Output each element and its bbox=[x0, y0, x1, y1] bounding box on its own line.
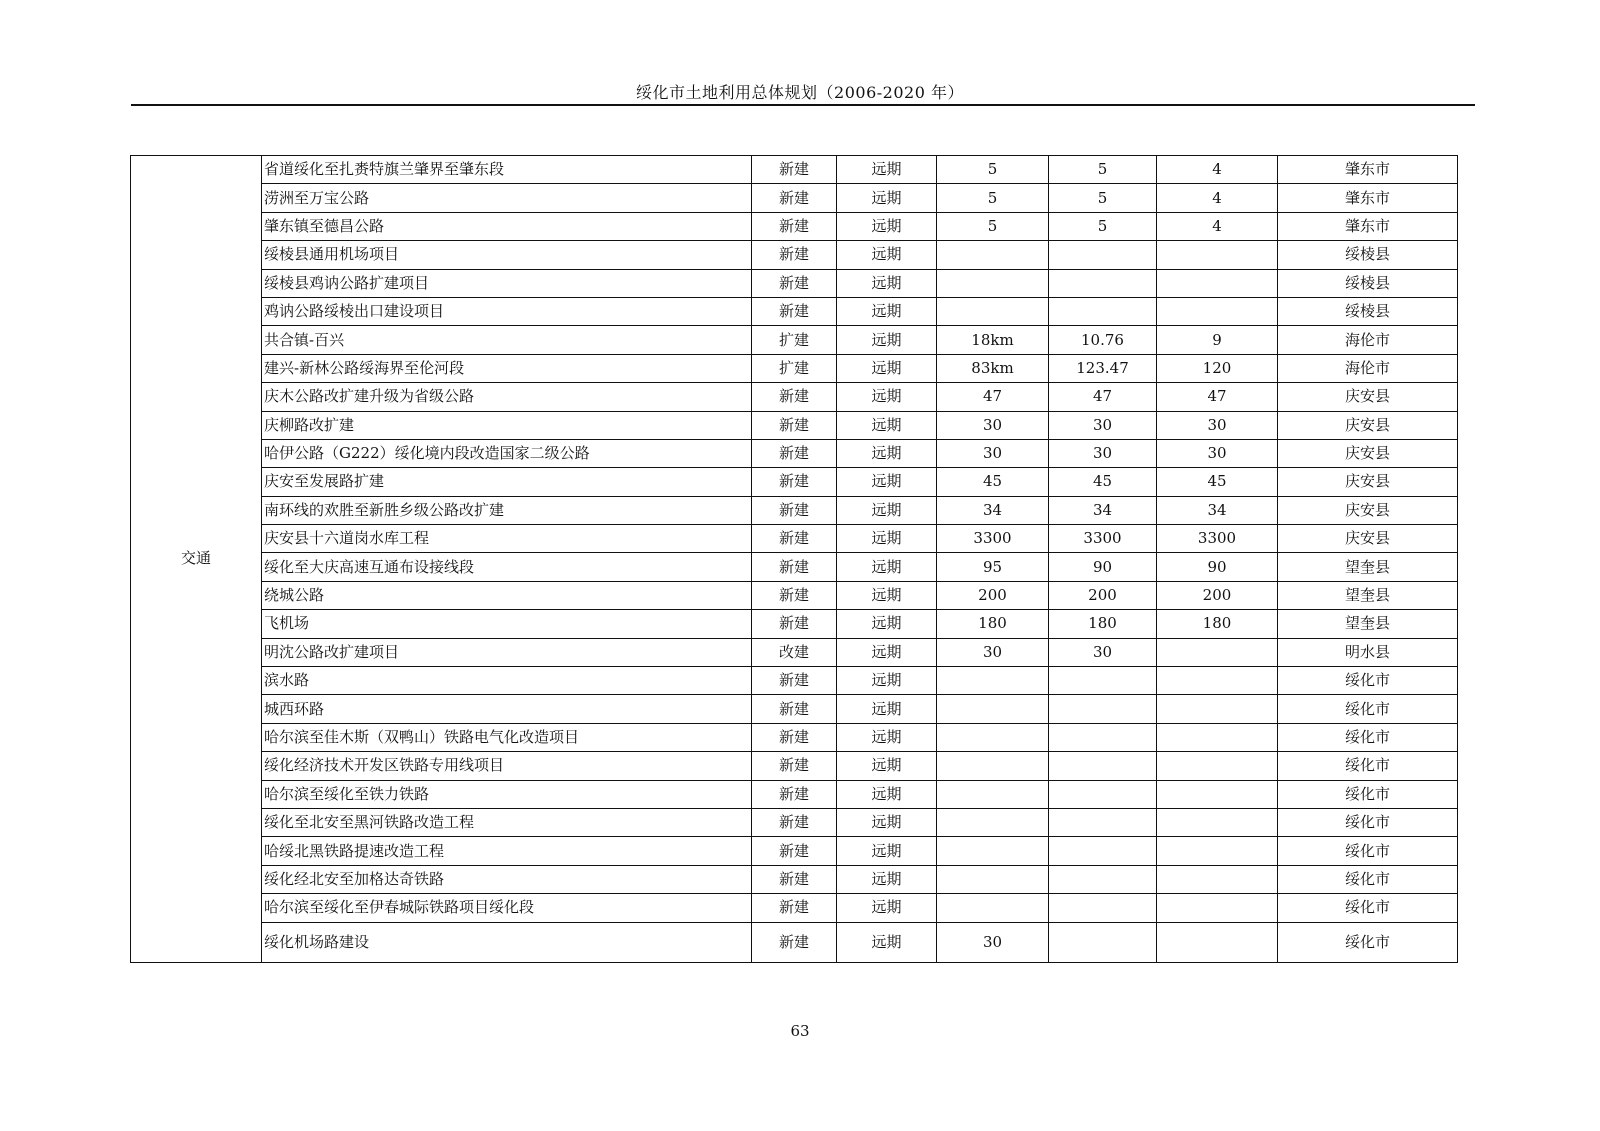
area-cell bbox=[1049, 865, 1157, 893]
location-cell: 绥化市 bbox=[1278, 780, 1458, 808]
area-cell bbox=[1049, 780, 1157, 808]
project-name-cell: 鸡讷公路绥棱出口建设项目 bbox=[262, 297, 752, 325]
construction-type-cell: 新建 bbox=[752, 383, 837, 411]
construction-type-cell: 新建 bbox=[752, 496, 837, 524]
period-cell: 远期 bbox=[837, 581, 937, 609]
new-land-cell: 30 bbox=[1157, 439, 1278, 467]
scale-cell bbox=[937, 752, 1049, 780]
scale-cell: 83km bbox=[937, 354, 1049, 382]
construction-type-cell: 新建 bbox=[752, 156, 837, 184]
new-land-cell bbox=[1157, 269, 1278, 297]
area-cell bbox=[1049, 894, 1157, 922]
project-name-cell: 涝洲至万宝公路 bbox=[262, 184, 752, 212]
new-land-cell bbox=[1157, 297, 1278, 325]
table-row bbox=[131, 837, 1458, 865]
period-cell: 远期 bbox=[837, 326, 937, 354]
project-name-cell: 庆柳路改扩建 bbox=[262, 411, 752, 439]
area-cell: 5 bbox=[1049, 156, 1157, 184]
table-row bbox=[131, 241, 1458, 269]
construction-type-cell: 新建 bbox=[752, 468, 837, 496]
table-row bbox=[131, 184, 1458, 212]
location-cell: 绥化市 bbox=[1278, 752, 1458, 780]
table-row bbox=[131, 297, 1458, 325]
table-row bbox=[131, 610, 1458, 638]
area-cell bbox=[1049, 241, 1157, 269]
construction-type-cell: 新建 bbox=[752, 297, 837, 325]
scale-cell: 30 bbox=[937, 922, 1049, 962]
project-name-cell: 城西环路 bbox=[262, 695, 752, 723]
period-cell: 远期 bbox=[837, 411, 937, 439]
table-row bbox=[131, 326, 1458, 354]
construction-type-cell: 新建 bbox=[752, 269, 837, 297]
construction-type-cell: 新建 bbox=[752, 667, 837, 695]
project-name-cell: 绥棱县通用机场项目 bbox=[262, 241, 752, 269]
page-number: 63 bbox=[790, 1022, 810, 1040]
period-cell: 远期 bbox=[837, 439, 937, 467]
new-land-cell: 4 bbox=[1157, 156, 1278, 184]
scale-cell: 5 bbox=[937, 184, 1049, 212]
period-cell: 远期 bbox=[837, 780, 937, 808]
location-cell: 庆安县 bbox=[1278, 439, 1458, 467]
location-cell: 肇东市 bbox=[1278, 184, 1458, 212]
location-cell: 绥化市 bbox=[1278, 808, 1458, 836]
new-land-cell: 90 bbox=[1157, 553, 1278, 581]
period-cell: 远期 bbox=[837, 667, 937, 695]
period-cell: 远期 bbox=[837, 865, 937, 893]
construction-type-cell: 新建 bbox=[752, 553, 837, 581]
table-row bbox=[131, 581, 1458, 609]
construction-type-cell: 新建 bbox=[752, 894, 837, 922]
new-land-cell: 9 bbox=[1157, 326, 1278, 354]
table-row bbox=[131, 638, 1458, 666]
area-cell: 30 bbox=[1049, 439, 1157, 467]
period-cell: 远期 bbox=[837, 723, 937, 751]
location-cell: 肇东市 bbox=[1278, 212, 1458, 240]
construction-type-cell: 新建 bbox=[752, 808, 837, 836]
construction-type-cell: 新建 bbox=[752, 184, 837, 212]
table-row bbox=[131, 212, 1458, 240]
land-use-project-table bbox=[130, 155, 1458, 963]
construction-type-cell: 新建 bbox=[752, 752, 837, 780]
area-cell: 47 bbox=[1049, 383, 1157, 411]
location-cell: 绥化市 bbox=[1278, 894, 1458, 922]
category-cell: 交通 bbox=[131, 156, 262, 963]
document-header-title: 绥化市土地利用总体规划（2006-2020 年） bbox=[636, 83, 964, 102]
period-cell: 远期 bbox=[837, 837, 937, 865]
scale-cell bbox=[937, 667, 1049, 695]
period-cell: 远期 bbox=[837, 468, 937, 496]
scale-cell: 34 bbox=[937, 496, 1049, 524]
scale-cell: 47 bbox=[937, 383, 1049, 411]
construction-type-cell: 新建 bbox=[752, 241, 837, 269]
construction-type-cell: 新建 bbox=[752, 865, 837, 893]
area-cell bbox=[1049, 667, 1157, 695]
table-row bbox=[131, 894, 1458, 922]
location-cell: 庆安县 bbox=[1278, 525, 1458, 553]
new-land-cell: 34 bbox=[1157, 496, 1278, 524]
new-land-cell bbox=[1157, 667, 1278, 695]
location-cell: 绥棱县 bbox=[1278, 269, 1458, 297]
scale-cell: 5 bbox=[937, 212, 1049, 240]
period-cell: 远期 bbox=[837, 354, 937, 382]
table-row bbox=[131, 723, 1458, 751]
scale-cell: 3300 bbox=[937, 525, 1049, 553]
construction-type-cell: 新建 bbox=[752, 723, 837, 751]
construction-type-cell: 新建 bbox=[752, 411, 837, 439]
area-cell: 30 bbox=[1049, 638, 1157, 666]
period-cell: 远期 bbox=[837, 383, 937, 411]
area-cell bbox=[1049, 695, 1157, 723]
table-row bbox=[131, 525, 1458, 553]
table-row bbox=[131, 269, 1458, 297]
scale-cell bbox=[937, 780, 1049, 808]
table-row bbox=[131, 383, 1458, 411]
new-land-cell bbox=[1157, 241, 1278, 269]
table-row bbox=[131, 752, 1458, 780]
new-land-cell: 4 bbox=[1157, 184, 1278, 212]
project-name-cell: 南环线的欢胜至新胜乡级公路改扩建 bbox=[262, 496, 752, 524]
table-row bbox=[131, 780, 1458, 808]
location-cell: 绥化市 bbox=[1278, 922, 1458, 962]
construction-type-cell: 新建 bbox=[752, 922, 837, 962]
area-cell: 200 bbox=[1049, 581, 1157, 609]
period-cell: 远期 bbox=[837, 156, 937, 184]
area-cell: 45 bbox=[1049, 468, 1157, 496]
header-rule bbox=[131, 104, 1475, 106]
area-cell: 90 bbox=[1049, 553, 1157, 581]
scale-cell: 5 bbox=[937, 156, 1049, 184]
construction-type-cell: 改建 bbox=[752, 638, 837, 666]
period-cell: 远期 bbox=[837, 269, 937, 297]
new-land-cell: 45 bbox=[1157, 468, 1278, 496]
period-cell: 远期 bbox=[837, 894, 937, 922]
project-name-cell: 共合镇-百兴 bbox=[262, 326, 752, 354]
project-name-cell: 庆安县十六道岗水库工程 bbox=[262, 525, 752, 553]
period-cell: 远期 bbox=[837, 638, 937, 666]
area-cell: 5 bbox=[1049, 184, 1157, 212]
scale-cell bbox=[937, 865, 1049, 893]
period-cell: 远期 bbox=[837, 297, 937, 325]
project-name-cell: 肇东镇至德昌公路 bbox=[262, 212, 752, 240]
table-row bbox=[131, 354, 1458, 382]
area-cell: 3300 bbox=[1049, 525, 1157, 553]
project-name-cell: 哈绥北黑铁路提速改造工程 bbox=[262, 837, 752, 865]
project-name-cell: 滨水路 bbox=[262, 667, 752, 695]
period-cell: 远期 bbox=[837, 922, 937, 962]
table-body bbox=[131, 156, 1458, 963]
new-land-cell bbox=[1157, 695, 1278, 723]
table-row bbox=[131, 439, 1458, 467]
new-land-cell bbox=[1157, 922, 1278, 962]
new-land-cell bbox=[1157, 837, 1278, 865]
construction-type-cell: 新建 bbox=[752, 525, 837, 553]
area-cell bbox=[1049, 297, 1157, 325]
scale-cell: 30 bbox=[937, 638, 1049, 666]
location-cell: 明水县 bbox=[1278, 638, 1458, 666]
location-cell: 绥棱县 bbox=[1278, 241, 1458, 269]
project-name-cell: 庆安至发展路扩建 bbox=[262, 468, 752, 496]
project-name-cell: 哈伊公路（G222）绥化境内段改造国家二级公路 bbox=[262, 439, 752, 467]
construction-type-cell: 新建 bbox=[752, 837, 837, 865]
scale-cell bbox=[937, 837, 1049, 865]
scale-cell bbox=[937, 297, 1049, 325]
area-cell: 34 bbox=[1049, 496, 1157, 524]
period-cell: 远期 bbox=[837, 752, 937, 780]
location-cell: 绥化市 bbox=[1278, 667, 1458, 695]
project-name-cell: 省道绥化至扎赉特旗兰肇界至肇东段 bbox=[262, 156, 752, 184]
scale-cell bbox=[937, 894, 1049, 922]
project-name-cell: 绕城公路 bbox=[262, 581, 752, 609]
construction-type-cell: 新建 bbox=[752, 212, 837, 240]
area-cell: 10.76 bbox=[1049, 326, 1157, 354]
project-name-cell: 绥化经北安至加格达奇铁路 bbox=[262, 865, 752, 893]
area-cell bbox=[1049, 808, 1157, 836]
period-cell: 远期 bbox=[837, 808, 937, 836]
construction-type-cell: 新建 bbox=[752, 610, 837, 638]
scale-cell: 95 bbox=[937, 553, 1049, 581]
table-row bbox=[131, 808, 1458, 836]
new-land-cell: 120 bbox=[1157, 354, 1278, 382]
project-name-cell: 绥棱县鸡讷公路扩建项目 bbox=[262, 269, 752, 297]
location-cell: 绥化市 bbox=[1278, 865, 1458, 893]
area-cell bbox=[1049, 752, 1157, 780]
area-cell: 180 bbox=[1049, 610, 1157, 638]
new-land-cell bbox=[1157, 894, 1278, 922]
table-row bbox=[131, 922, 1458, 962]
table-row bbox=[131, 156, 1458, 184]
location-cell: 庆安县 bbox=[1278, 411, 1458, 439]
new-land-cell bbox=[1157, 808, 1278, 836]
new-land-cell bbox=[1157, 638, 1278, 666]
location-cell: 望奎县 bbox=[1278, 581, 1458, 609]
location-cell: 绥化市 bbox=[1278, 723, 1458, 751]
area-cell: 5 bbox=[1049, 212, 1157, 240]
period-cell: 远期 bbox=[837, 184, 937, 212]
new-land-cell: 3300 bbox=[1157, 525, 1278, 553]
scale-cell bbox=[937, 723, 1049, 751]
scale-cell: 30 bbox=[937, 411, 1049, 439]
project-name-cell: 绥化机场路建设 bbox=[262, 922, 752, 962]
area-cell bbox=[1049, 837, 1157, 865]
new-land-cell: 30 bbox=[1157, 411, 1278, 439]
project-name-cell: 绥化至北安至黑河铁路改造工程 bbox=[262, 808, 752, 836]
scale-cell: 200 bbox=[937, 581, 1049, 609]
table-row bbox=[131, 667, 1458, 695]
location-cell: 肇东市 bbox=[1278, 156, 1458, 184]
project-name-cell: 绥化至大庆高速互通布设接线段 bbox=[262, 553, 752, 581]
scale-cell: 18km bbox=[937, 326, 1049, 354]
location-cell: 绥棱县 bbox=[1278, 297, 1458, 325]
location-cell: 海伦市 bbox=[1278, 354, 1458, 382]
new-land-cell: 47 bbox=[1157, 383, 1278, 411]
new-land-cell bbox=[1157, 865, 1278, 893]
scale-cell bbox=[937, 695, 1049, 723]
period-cell: 远期 bbox=[837, 212, 937, 240]
area-cell bbox=[1049, 269, 1157, 297]
period-cell: 远期 bbox=[837, 496, 937, 524]
project-name-cell: 哈尔滨至绥化至伊春城际铁路项目绥化段 bbox=[262, 894, 752, 922]
scale-cell bbox=[937, 269, 1049, 297]
location-cell: 庆安县 bbox=[1278, 383, 1458, 411]
table-row bbox=[131, 865, 1458, 893]
new-land-cell bbox=[1157, 780, 1278, 808]
area-cell: 30 bbox=[1049, 411, 1157, 439]
scale-cell bbox=[937, 808, 1049, 836]
scale-cell: 30 bbox=[937, 439, 1049, 467]
location-cell: 望奎县 bbox=[1278, 610, 1458, 638]
new-land-cell: 4 bbox=[1157, 212, 1278, 240]
area-cell: 123.47 bbox=[1049, 354, 1157, 382]
project-name-cell: 建兴-新林公路绥海界至伦河段 bbox=[262, 354, 752, 382]
new-land-cell: 180 bbox=[1157, 610, 1278, 638]
location-cell: 海伦市 bbox=[1278, 326, 1458, 354]
location-cell: 绥化市 bbox=[1278, 837, 1458, 865]
area-cell bbox=[1049, 922, 1157, 962]
period-cell: 远期 bbox=[837, 695, 937, 723]
project-name-cell: 庆木公路改扩建升级为省级公路 bbox=[262, 383, 752, 411]
table-row bbox=[131, 496, 1458, 524]
project-name-cell: 明沈公路改扩建项目 bbox=[262, 638, 752, 666]
project-name-cell: 哈尔滨至绥化至铁力铁路 bbox=[262, 780, 752, 808]
period-cell: 远期 bbox=[837, 610, 937, 638]
project-name-cell: 飞机场 bbox=[262, 610, 752, 638]
construction-type-cell: 扩建 bbox=[752, 326, 837, 354]
new-land-cell bbox=[1157, 752, 1278, 780]
construction-type-cell: 扩建 bbox=[752, 354, 837, 382]
table-row bbox=[131, 468, 1458, 496]
location-cell: 庆安县 bbox=[1278, 468, 1458, 496]
table-row bbox=[131, 411, 1458, 439]
scale-cell bbox=[937, 241, 1049, 269]
scale-cell: 45 bbox=[937, 468, 1049, 496]
location-cell: 绥化市 bbox=[1278, 695, 1458, 723]
construction-type-cell: 新建 bbox=[752, 439, 837, 467]
area-cell bbox=[1049, 723, 1157, 751]
scale-cell: 180 bbox=[937, 610, 1049, 638]
project-name-cell: 哈尔滨至佳木斯（双鸭山）铁路电气化改造项目 bbox=[262, 723, 752, 751]
location-cell: 望奎县 bbox=[1278, 553, 1458, 581]
period-cell: 远期 bbox=[837, 553, 937, 581]
location-cell: 庆安县 bbox=[1278, 496, 1458, 524]
new-land-cell: 200 bbox=[1157, 581, 1278, 609]
construction-type-cell: 新建 bbox=[752, 695, 837, 723]
project-name-cell: 绥化经济技术开发区铁路专用线项目 bbox=[262, 752, 752, 780]
construction-type-cell: 新建 bbox=[752, 780, 837, 808]
period-cell: 远期 bbox=[837, 525, 937, 553]
new-land-cell bbox=[1157, 723, 1278, 751]
period-cell: 远期 bbox=[837, 241, 937, 269]
construction-type-cell: 新建 bbox=[752, 581, 837, 609]
table-row bbox=[131, 553, 1458, 581]
table-row bbox=[131, 695, 1458, 723]
